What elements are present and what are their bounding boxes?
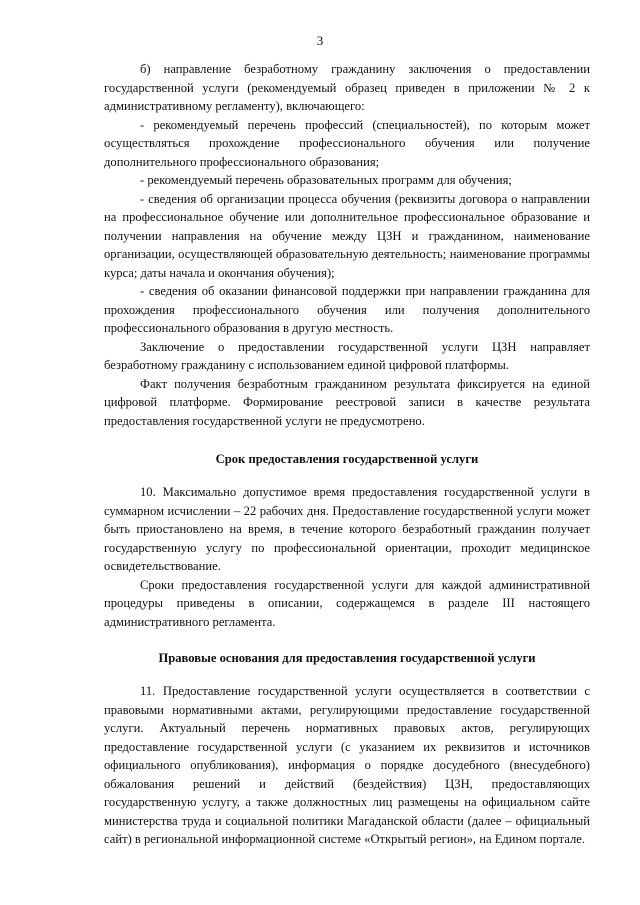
page-number: 3: [316, 33, 324, 48]
paragraph-legal-11: 11. Предоставление государственной услуги осуществляется в соответствии с правовыми нормативными актами, регулирующими предоставление государственной услуги. Актуальный перечень нормативных правовых актов, регулирующих предоставление государственной услуги (с указанием их реквизитов и источников официального опубликования), информация о порядке досудебного (внесудебного) обжалования решений и действий (бездействия) ЦЗН, предоставляющих государственную услугу, а также должностных лиц размещены на официальном сайте министерства труда и социальной политики Магаданской области (далее – официальный сайт) в региональной информационной системе «Открытый регион», на Едином портале.: [104, 684, 590, 846]
paragraph-training-organization: - сведения об организации процесса обучения (реквизиты договора о направлении на профессиональное обучение или дополнительное профессиональное образование и получении направления на обучение между ЦЗН и гражданином, наименование организации, осуществляющей образовательную деятельность; наименование программы курса; даты начала и окончания обучения);: [104, 191, 590, 280]
section-heading-term: Срок предоставления государственной услуги: [215, 452, 479, 466]
paragraph-term-procedures: Сроки предоставления государственной услуги для каждой административной процедуры приведены в описании, содержащемся в разделе III настоящего административного регламента.: [104, 577, 590, 629]
paragraph-result-fixed: Факт получения безработным гражданином результата фиксируется на единой цифровой платформе. Формирование реестровой записи в качестве результата предоставления государственной услуги не предусмотрено.: [104, 376, 590, 428]
paragraph-professions-list: - рекомендуемый перечень профессий (специальностей), по которым может осуществляться прохождение профессионального обучения или получение дополнительного профессионального образования;: [104, 117, 590, 169]
paragraph-item-b: б) направление безработному гражданину заключения о предоставлении государственной услуги (рекомендуемый образец приведен в приложении № 2 к административному регламенту), включающего:: [104, 62, 590, 113]
document-body: [104, 60, 590, 849]
paragraph-programs-list: - рекомендуемый перечень образовательных программ для обучения;: [140, 173, 512, 187]
paragraph-term-10: 10. Максимально допустимое время предоставления государственной услуги в суммарном исчислении – 22 рабочих дня. Предоставление государственной услуги может быть приостановлено на время, в течение которого безработный гражданин получает государственную услугу по профессиональной ориентации, проходит медицинское освидетельствование.: [104, 485, 590, 573]
paragraph-financial-support: - сведения об оказании финансовой поддержки при направлении гражданина для прохождения профессионального обучения или получения дополнительного профессионального образования в другую местность.: [104, 284, 590, 335]
paragraph-conclusion-sent: Заключение о предоставлении государственной услуги ЦЗН направляет безработному гражданину с использованием единой цифровой платформы.: [104, 339, 590, 372]
section-heading-legal: Правовые основания для предоставления государственной услуги: [158, 651, 536, 665]
